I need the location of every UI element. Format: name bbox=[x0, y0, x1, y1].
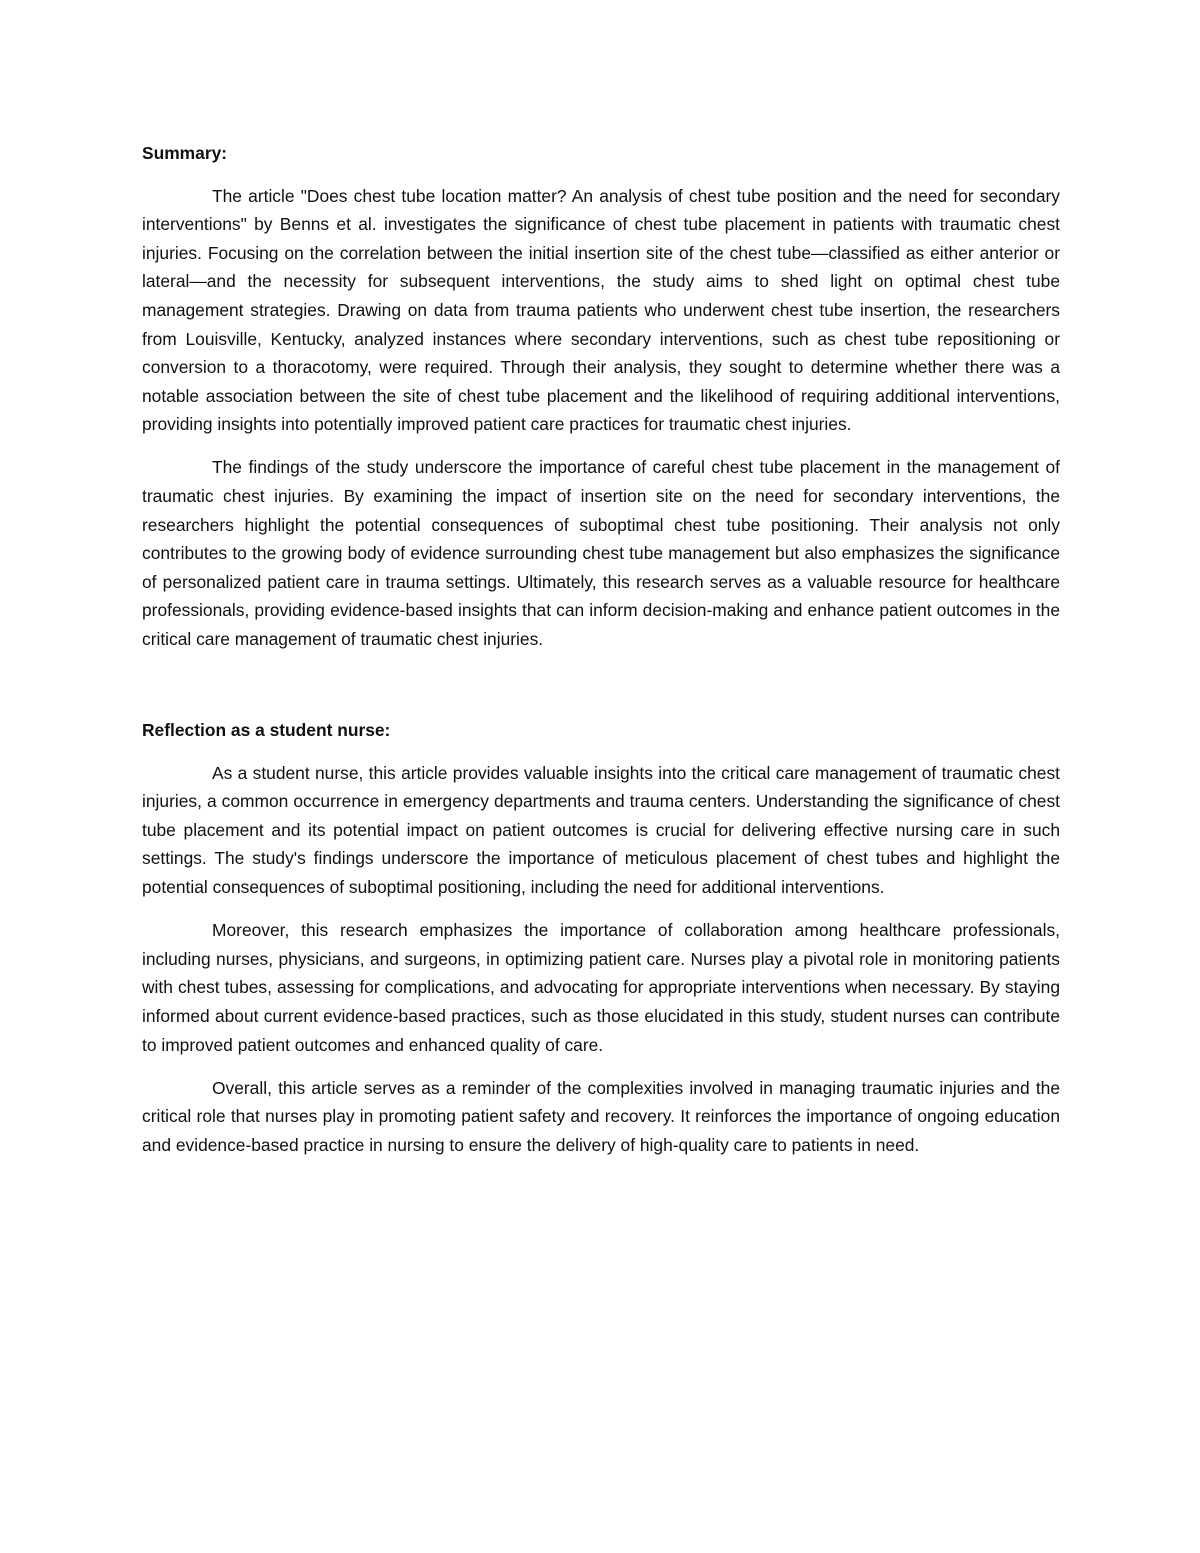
summary-paragraph: The article "Does chest tube location matter? An analysis of chest tube position and the need for secondary interventions" by Benns et al. investigates the significance of chest tube placement in patients with traumatic chest injuries. Focusing on the correlation between the initial insertion site of the chest tube—classified as either anterior or lateral—and the necessity for subsequent interventions, the study aims to shed light on optimal chest tube management strategies. Drawing on data from trauma patients who underwent chest tube insertion, the researchers from Louisville, Kentucky, analyzed instances where secondary interventions, such as chest tube repositioning or conversion to a thoracotomy, were required. Through their analysis, they sought to determine whether there was a notable association between the site of chest tube placement and the likelihood of requiring additional interventions, providing insights into potentially improved patient care practices for traumatic chest injuries. bbox=[142, 185, 1060, 435]
reflection-paragraph: Overall, this article serves as a reminder of the complexities involved in managing traumatic injuries and the critical role that nurses play in promoting patient safety and recovery. It reinforces the importance of ongoing education and evidence-based practice in nursing to ensure the delivery of high-quality care to patients in need. bbox=[142, 1077, 1060, 1155]
summary-paragraph: The findings of the study underscore the importance of careful chest tube placement in the management of traumatic chest injuries. By examining the impact of insertion site on the need for secondary interventions, the researchers highlight the potential consequences of suboptimal chest tube positioning. Their analysis not only contributes to the growing body of evidence surrounding chest tube management but also emphasizes the significance of personalized patient care in trauma settings. Ultimately, this research serves as a valuable resource for healthcare professionals, providing evidence-based insights that can inform decision-making and enhance patient outcomes in the critical care management of traumatic chest injuries. bbox=[142, 457, 1060, 649]
summary-heading: Summary: bbox=[142, 143, 228, 163]
document-body bbox=[142, 139, 1060, 1174]
reflection-paragraph: As a student nurse, this article provides valuable insights into the critical care management of traumatic chest injuries, a common occurrence in emergency departments and trauma centers. Understanding the significance of chest tube placement and its potential impact on patient outcomes is crucial for delivering effective nursing care in such settings. The study's findings underscore the importance of meticulous placement of chest tubes and highlight the potential consequences of suboptimal positioning, including the need for additional interventions. bbox=[142, 762, 1060, 898]
section-spacer bbox=[142, 668, 1060, 716]
reflection-heading: Reflection as a student nurse: bbox=[142, 720, 391, 741]
reflection-paragraph: Moreover, this research emphasizes the importance of collaboration among healthcare professionals, including nurses, physicians, and surgeons, in optimizing patient care. Nurses play a pivotal role in monitoring patients with chest tubes, assessing for complications, and advocating for appropriate interventions when necessary. By staying informed about current evidence-based practices, such as those elucidated in this study, student nurses can contribute to improved patient outcomes and enhanced quality of care. bbox=[142, 920, 1060, 1055]
